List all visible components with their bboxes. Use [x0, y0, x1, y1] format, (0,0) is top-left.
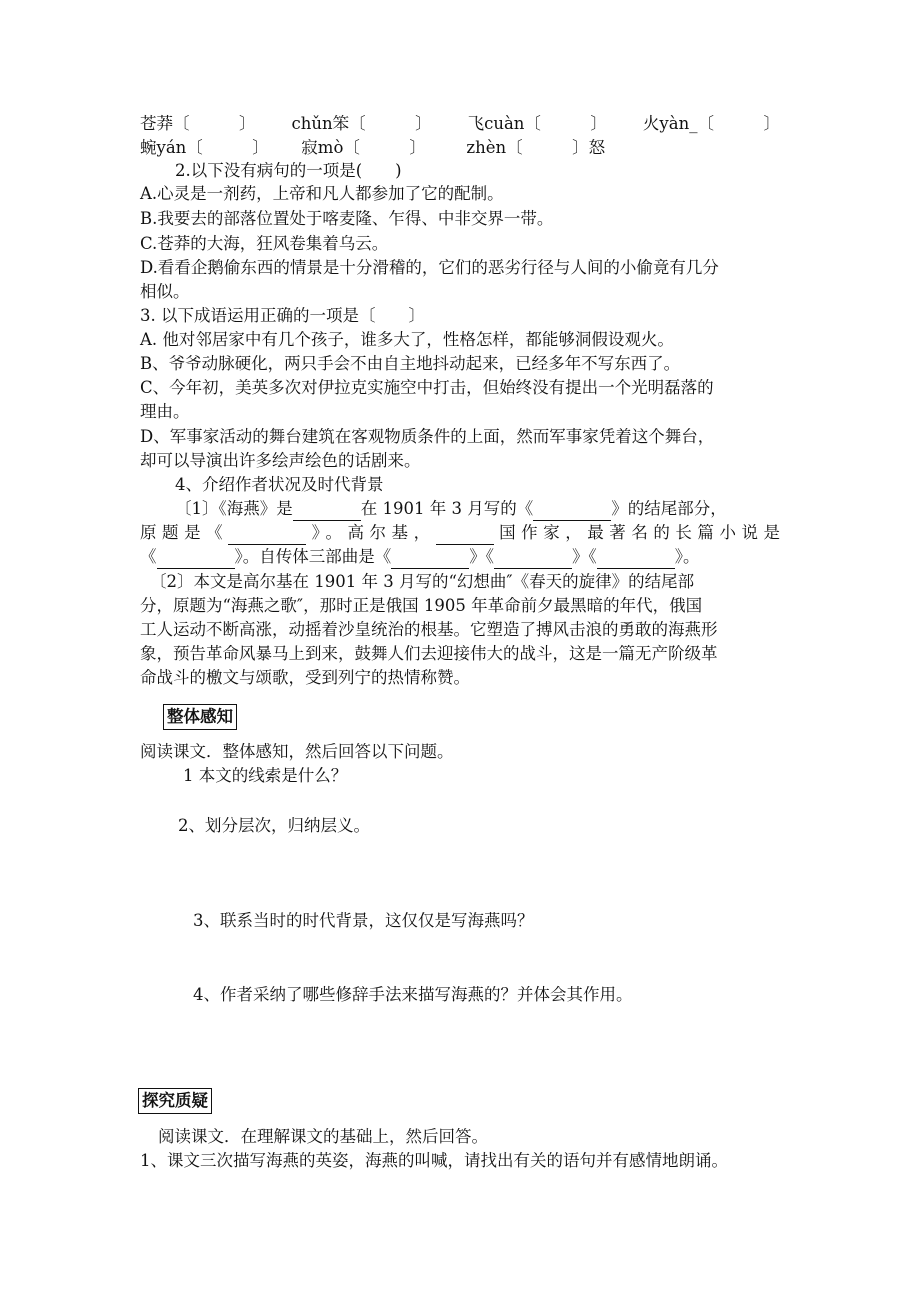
fill-blank[interactable]	[436, 522, 494, 545]
pinyin-item: chǔn笨〔 〕	[291, 114, 432, 133]
fill-line-3	[140, 546, 700, 569]
text: 》《	[469, 547, 494, 566]
text: 》。自传体三部曲是《	[234, 547, 392, 566]
fill-blank[interactable]	[228, 522, 306, 545]
option-d: D.看看企鹅偷东西的情景是十分滑稽的，它们的恶劣行径与人间的小偷竟有几分	[140, 258, 719, 277]
question-2: 2、划分层次，归纳层义。	[178, 816, 370, 835]
option-c-continued: 理由。	[140, 402, 190, 421]
section-heading-inquiry	[138, 1088, 212, 1114]
option-a: A.心灵是一剂药，上帝和凡人都参加了它的配制。	[140, 184, 504, 203]
text: 》。	[674, 547, 700, 566]
option-b: B.我要去的部落位置处于喀麦隆、乍得、中非交界一带。	[140, 209, 554, 228]
pinyin-row-1	[140, 113, 780, 135]
question-3: 3、联系当时的时代背景，这仅仅是写海燕吗？	[193, 911, 534, 930]
fill-blank[interactable]	[157, 546, 235, 569]
option-d: D、军事家活动的舞台建筑在客观物质条件的上面，然而军事家凭着这个舞台，	[140, 427, 715, 446]
option-c: C.苍莽的大海，狂风卷集着乌云。	[140, 234, 389, 253]
question-1: 1 本文的线索是什么？	[183, 766, 348, 785]
option-c: C、今年初，美英多次对伊拉克实施空中打击，但始终没有提出一个光明磊落的	[140, 378, 714, 397]
pinyin-item: 飞cuàn〔 〕	[467, 114, 607, 133]
section-intro: 阅读课文．在理解课文的基础上，然后回答。	[158, 1127, 488, 1146]
text: 原题是《	[140, 523, 229, 542]
pinyin-item: zhèn〔 〕怒	[466, 138, 606, 157]
fill-blank[interactable]	[293, 498, 361, 521]
question-3-stem: 3. 以下成语运用正确的一项是〔 〕	[140, 306, 425, 325]
question-2-stem: 2.以下没有病句的一项是( )	[175, 161, 402, 180]
pinyin-item: 火yàn_〔 〕	[642, 114, 780, 133]
background-paragraph-line: 工人运动不断高涨，动摇着沙皇统治的根基。它塑造了搏风击浪的勇敢的海燕形	[140, 620, 718, 639]
fill-blank[interactable]	[597, 546, 675, 569]
text: 》。高尔基，	[306, 523, 436, 542]
fill-blank[interactable]	[494, 546, 572, 569]
fill-blank[interactable]	[533, 498, 611, 521]
pinyin-item: 苍莽〔 〕	[140, 114, 256, 133]
text: 国作家，最著名的长篇小说是	[493, 523, 780, 542]
text: 》的结尾部分，	[611, 499, 727, 518]
section-heading-overall	[163, 704, 237, 730]
background-paragraph-line: 命战斗的檄文与颂歌，受到列宁的热情称赞。	[140, 668, 470, 687]
text: 》《	[572, 547, 597, 566]
option-d-continued: 相似。	[140, 282, 190, 301]
fill-blank[interactable]	[391, 546, 469, 569]
question-1: 1、课文三次描写海燕的英姿，海燕的叫喊，请找出有关的语句并有感情地朗诵。	[140, 1151, 728, 1170]
section-heading-text: 探究质疑	[138, 1088, 212, 1114]
option-b: B、爷爷动脉硬化，两只手会不由自主地抖动起来，已经多年不写东西了。	[140, 354, 681, 373]
section-heading-text: 整体感知	[163, 704, 237, 730]
background-paragraph-line: 象，预告革命风暴马上到来，鼓舞人们去迎接伟大的战斗，这是一篇无产阶级革	[140, 644, 718, 663]
fill-line-2	[140, 522, 780, 545]
text: 《	[140, 547, 157, 566]
pinyin-item: 寂mò〔 〕	[301, 138, 426, 157]
section-intro: 阅读课文．整体感知，然后回答以下问题。	[140, 742, 454, 761]
background-paragraph-line: 〔2〕本文是高尔基在 1901 年 3 月写的“幻想曲″《春天的旋律》的结尾部	[150, 572, 695, 591]
pinyin-item: 蜿yán〔 〕	[140, 138, 269, 157]
text: 在 1901 年 3 月写的《	[360, 499, 534, 518]
pinyin-row-2	[140, 137, 605, 159]
option-d-continued: 却可以导演出许多绘声绘色的话剧来。	[140, 451, 421, 470]
background-paragraph-line: 分，原题为“海燕之歌″，那时正是俄国 1905 年革命前夕最黑暗的年代，俄国	[140, 596, 703, 615]
question-4: 4、作者采纳了哪些修辞手法来描写海燕的？并体会其作用。	[193, 985, 633, 1004]
option-a: A. 他对邻居家中有几个孩子，谁多大了，性格怎样，都能够洞假设观火。	[140, 330, 674, 349]
question-4-title: 4、介绍作者状况及时代背景	[175, 475, 384, 494]
text: 〔1〕《海燕》是	[175, 499, 293, 518]
fill-line-1	[175, 498, 727, 521]
